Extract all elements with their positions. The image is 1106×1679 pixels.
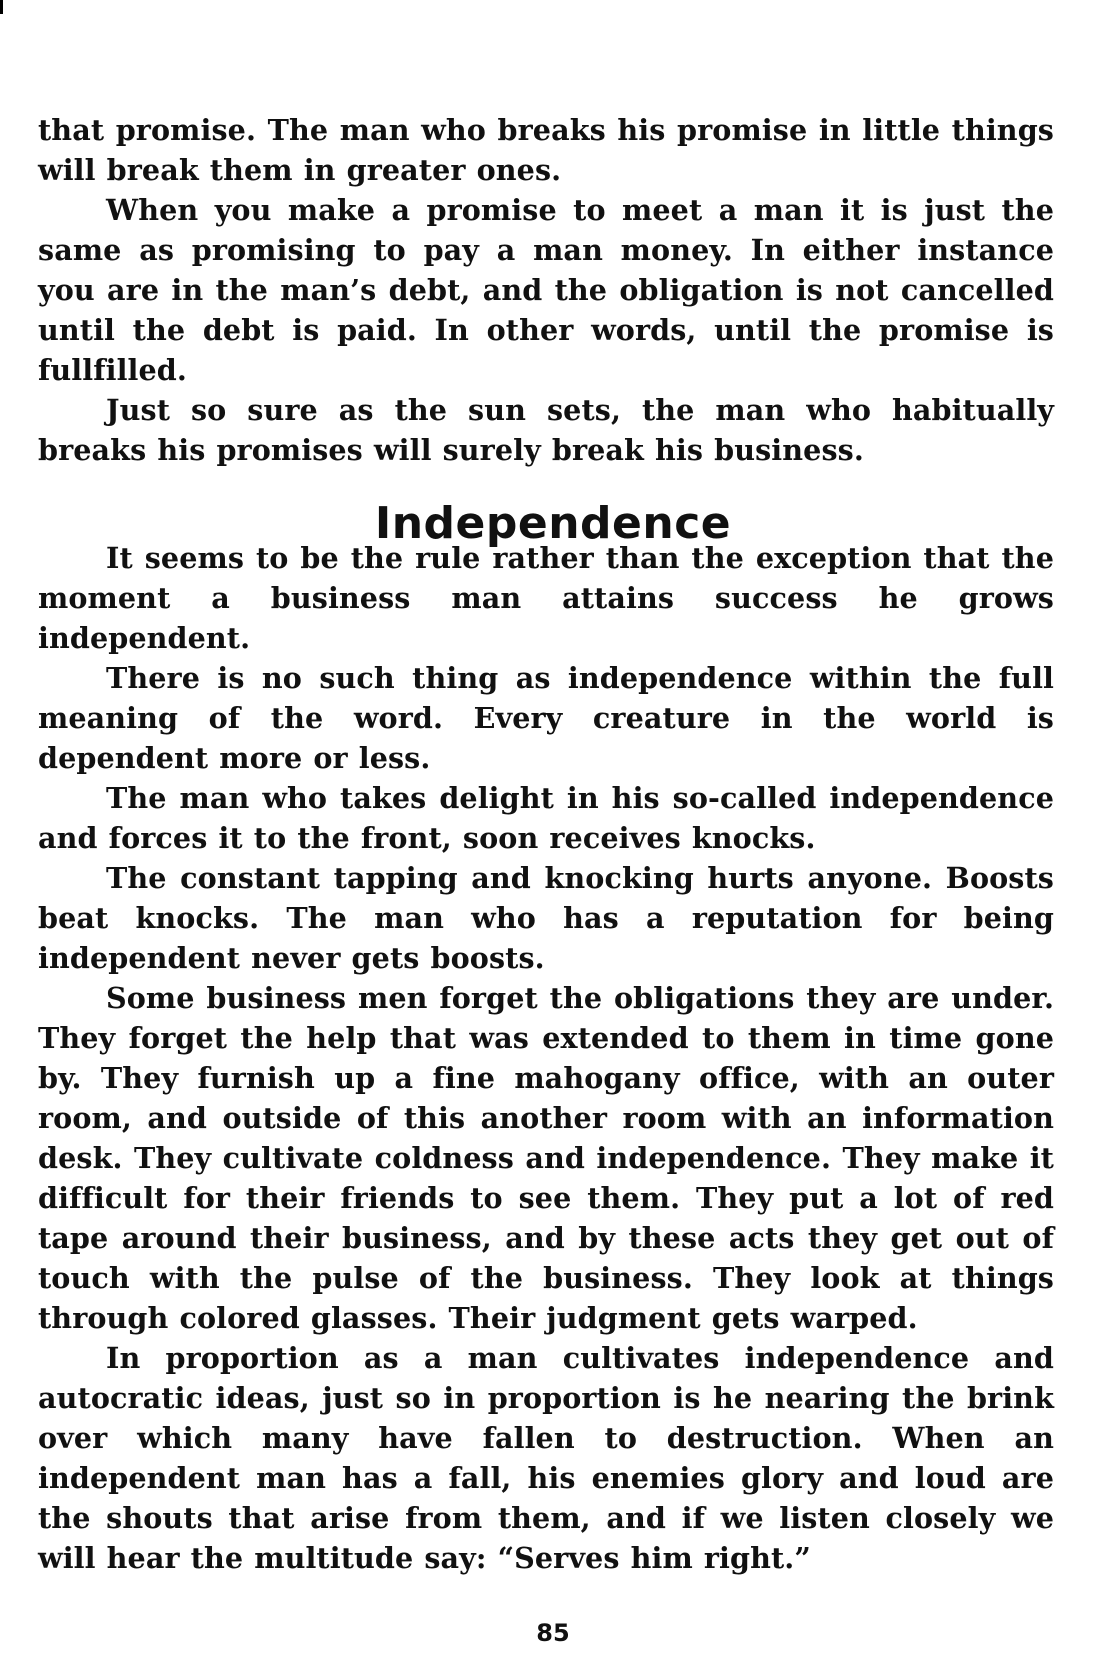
section-paragraph-5: Some business men forget the obligations they are under. They forget the help that was extended to them in time gone by. They furnish up a fine mahogany office, with an outer room, and outside of this another room with an information desk. They cultivate coldness and independence. They make it difficult for their friends to see them. They put a lot of red tape around their business, and by these acts they get out of touch with the pulse of the business. They look at things through colored glasses. Their judgment gets warped. xyxy=(38,981,1054,1335)
continuation-paragraph-1: that promise. The man who breaks his promise in little things will break them in greater ones. xyxy=(38,113,1054,187)
section-paragraph-6: In proportion as a man cultivates independence and autocratic ideas, just so in proportion is he nearing the brink over which many have fallen to destruction. When an independent man has a fall, his enemies glory and loud are the shouts that arise from them, and if we listen closely we will hear the multitude say: “Serves him right.” xyxy=(38,1341,1054,1575)
continuation-paragraph-2: When you make a promise to meet a man it is just the same as promising to pay a man money. In either instance you are in the man’s debt, and the obligation is not cancelled until the debt is paid. In other words, until the promise is fullfilled. xyxy=(38,193,1054,387)
section-paragraph-4: The constant tapping and knocking hurts anyone. Boosts beat knocks. The man who has a reputation for being independent never gets boosts. xyxy=(38,861,1054,975)
section-paragraph-1: It seems to be the rule rather than the exception that the moment a business man attains success he grows independent. xyxy=(38,541,1054,655)
continuation-paragraph-3: Just so sure as the sun sets, the man who habitually breaks his promises will surely break his business. xyxy=(38,393,1054,467)
continuation-text xyxy=(38,110,1054,470)
section-paragraph-3: The man who takes delight in his so-called independence and forces it to the front, soon receives knocks. xyxy=(38,781,1054,855)
scan-edge-mark xyxy=(0,0,3,14)
section-paragraph-2: There is no such thing as independence within the full meaning of the word. Every creature in the world is dependent more or less. xyxy=(38,661,1054,775)
page-number: 85 xyxy=(536,1619,570,1647)
section-body xyxy=(38,538,1054,1578)
section-heading: Independence xyxy=(374,498,732,549)
